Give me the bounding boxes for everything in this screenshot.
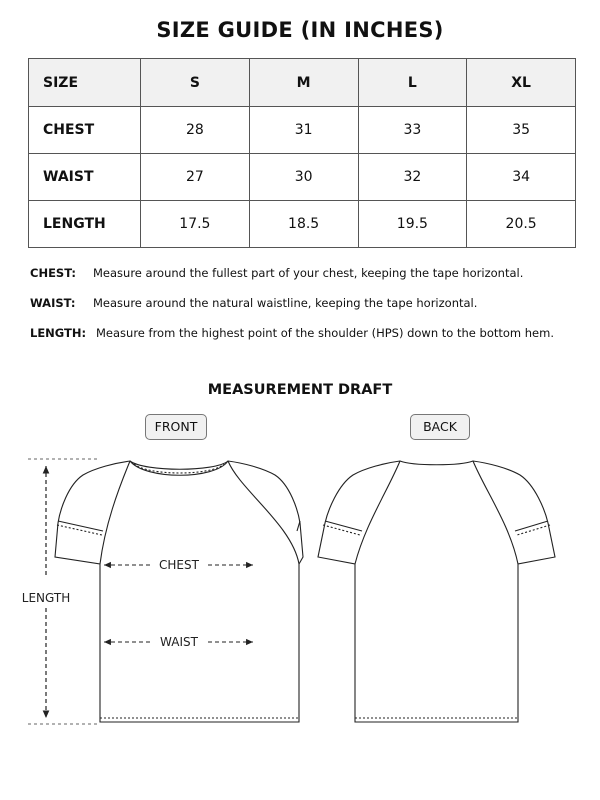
back-label: BACK (410, 414, 470, 440)
table-row-length (29, 201, 576, 248)
table-cell: 18.5 (249, 201, 358, 248)
front-tshirt-drawing (55, 461, 303, 722)
chest-label: CHEST (159, 558, 199, 572)
measurement-definitions (30, 266, 590, 356)
header-s: S (141, 59, 250, 107)
table-cell: 30 (249, 154, 358, 201)
header-xl: XL (467, 59, 576, 107)
definition-length (30, 326, 590, 356)
front-label: FRONT (145, 414, 207, 440)
table-cell: 32 (358, 154, 467, 201)
back-tshirt-drawing (318, 461, 555, 722)
definition-text: Measure around the fullest part of your chest, keeping the tape horizontal. (93, 266, 524, 280)
row-label: LENGTH (29, 201, 141, 248)
waist-label: WAIST (160, 635, 198, 649)
definition-chest (30, 266, 590, 296)
table-cell: 20.5 (467, 201, 576, 248)
table-cell: 33 (358, 107, 467, 154)
size-guide-title: SIZE GUIDE (IN INCHES) (156, 18, 444, 42)
table-cell: 34 (467, 154, 576, 201)
table-row-chest (29, 107, 576, 154)
table-header-row (29, 59, 576, 107)
definition-text: Measure around the natural waistline, keeping the tape horizontal. (93, 296, 478, 310)
definition-text: Measure from the highest point of the shoulder (HPS) down to the bottom hem. (96, 326, 554, 340)
definition-term: LENGTH: (30, 326, 87, 340)
definition-term: CHEST: (30, 266, 77, 280)
header-m: M (249, 59, 358, 107)
definition-term: WAIST: (30, 296, 76, 310)
length-label: LENGTH (21, 591, 71, 605)
header-l: L (358, 59, 467, 107)
table-cell: 19.5 (358, 201, 467, 248)
table-cell: 17.5 (141, 201, 250, 248)
row-label: WAIST (29, 154, 141, 201)
definition-waist (30, 296, 590, 326)
table-cell: 28 (141, 107, 250, 154)
table-cell: 27 (141, 154, 250, 201)
row-label: CHEST (29, 107, 141, 154)
measurement-draft-title: MEASUREMENT DRAFT (207, 382, 393, 398)
table-cell: 31 (249, 107, 358, 154)
size-table (28, 58, 576, 248)
header-size: SIZE (29, 59, 141, 107)
table-row-waist (29, 154, 576, 201)
measurement-draft-illustration (0, 440, 600, 740)
table-cell: 35 (467, 107, 576, 154)
